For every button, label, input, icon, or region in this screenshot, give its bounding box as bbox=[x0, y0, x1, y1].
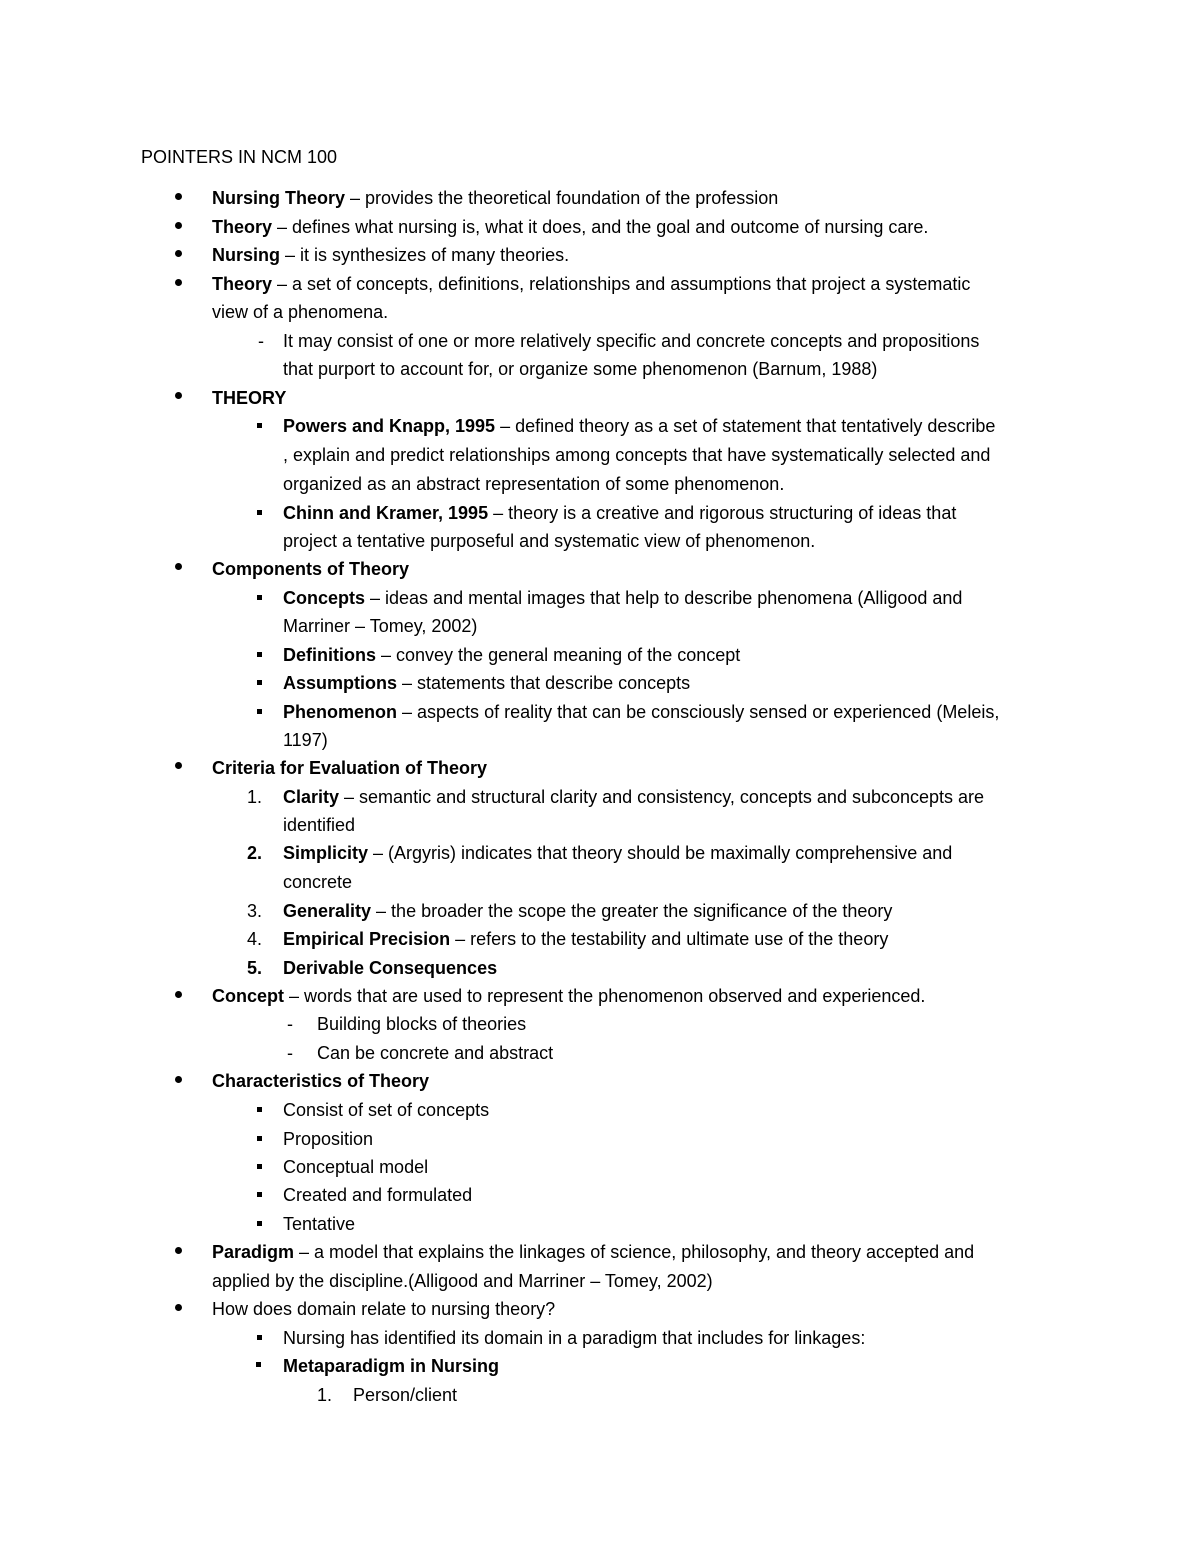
list-number: 1. bbox=[317, 1385, 333, 1405]
sub-item: Proposition bbox=[283, 1129, 374, 1149]
section-heading: Criteria for Evaluation of Theory bbox=[212, 758, 488, 778]
list-number: 5. bbox=[247, 958, 263, 978]
bullet-icon bbox=[175, 991, 182, 998]
bullet-icon bbox=[175, 392, 182, 399]
numbered-item: Simplicity – (Argyris) indicates that theory should be maximally comprehensive and bbox=[283, 843, 953, 863]
square-bullet-icon bbox=[257, 1221, 262, 1226]
bullet-icon bbox=[175, 1076, 182, 1083]
square-bullet-icon bbox=[257, 510, 262, 515]
sub-item-continuation: organized as an abstract representation of some phenomenon. bbox=[283, 474, 785, 494]
square-bullet-icon bbox=[257, 1107, 262, 1112]
bullet-icon bbox=[175, 1247, 182, 1254]
bullet-icon bbox=[175, 193, 182, 200]
list-item: Nursing – it is synthesizes of many theories. bbox=[212, 245, 570, 265]
sub-item-continuation: that purport to account for, or organize some phenomenon (Barnum, 1988) bbox=[283, 359, 878, 379]
square-bullet-icon bbox=[257, 423, 262, 428]
section-heading: Components of Theory bbox=[212, 559, 409, 579]
list-item: Concept – words that are used to represent the phenomenon observed and experienced. bbox=[212, 986, 926, 1006]
dash-bullet-icon: - bbox=[287, 1014, 293, 1034]
list-number: 4. bbox=[247, 929, 263, 949]
square-bullet-icon bbox=[257, 680, 262, 685]
sub-item: Assumptions – statements that describe concepts bbox=[283, 673, 691, 693]
numbered-item: Clarity – semantic and structural clarity and consistency, concepts and subconcepts are bbox=[283, 787, 985, 807]
sub-item: Phenomenon – aspects of reality that can be consciously sensed or experienced (Meleis, bbox=[283, 702, 1000, 722]
square-bullet-icon bbox=[257, 652, 262, 657]
sub-item: Building blocks of theories bbox=[317, 1014, 527, 1034]
sub-item: Consist of set of concepts bbox=[283, 1100, 490, 1120]
list-item-continuation: applied by the discipline.(Alligood and Marriner – Tomey, 2002) bbox=[212, 1271, 713, 1291]
bullet-icon bbox=[175, 222, 182, 229]
list-item-continuation: view of a phenomena. bbox=[212, 302, 389, 322]
square-bullet-icon bbox=[257, 1164, 262, 1169]
bullet-icon bbox=[175, 279, 182, 286]
list-item: Nursing Theory – provides the theoretical foundation of the profession bbox=[212, 188, 779, 208]
sub-item: Can be concrete and abstract bbox=[317, 1043, 554, 1063]
sub-item: It may consist of one or more relatively specific and concrete concepts and propositions bbox=[283, 331, 980, 351]
square-bullet-icon bbox=[256, 1362, 261, 1367]
sub-item-continuation: Marriner – Tomey, 2002) bbox=[283, 616, 478, 636]
list-number: 3. bbox=[247, 901, 263, 921]
sub-item: Chinn and Kramer, 1995 – theory is a creative and rigorous structuring of ideas that bbox=[283, 503, 957, 523]
square-bullet-icon bbox=[257, 1192, 262, 1197]
bullet-icon bbox=[175, 563, 182, 570]
sub-item: Tentative bbox=[283, 1214, 356, 1234]
sub-item: Conceptual model bbox=[283, 1157, 429, 1177]
numbered-item: Empirical Precision – refers to the testability and ultimate use of the theory bbox=[283, 929, 889, 949]
sub-item: Powers and Knapp, 1995 – defined theory as a set of statement that tentatively describe bbox=[283, 416, 996, 436]
list-item: Theory – a set of concepts, definitions, relationships and assumptions that project a systematic bbox=[212, 274, 971, 294]
sub-item: Definitions – convey the general meaning of the concept bbox=[283, 645, 741, 665]
sub-item: Concepts – ideas and mental images that help to describe phenomena (Alligood and bbox=[283, 588, 963, 608]
square-bullet-icon bbox=[257, 1136, 262, 1141]
list-item: How does domain relate to nursing theory? bbox=[212, 1299, 556, 1319]
square-bullet-icon bbox=[257, 1335, 262, 1340]
square-bullet-icon bbox=[257, 709, 262, 714]
sub-item-continuation: 1197) bbox=[283, 730, 328, 750]
sub-item-continuation: , explain and predict relationships among concepts that have systematically selected and bbox=[283, 445, 991, 465]
sub-item: Nursing has identified its domain in a paradigm that includes for linkages: bbox=[283, 1328, 866, 1348]
section-heading: Characteristics of Theory bbox=[212, 1071, 430, 1091]
list-item: Paradigm – a model that explains the linkages of science, philosophy, and theory accepted and bbox=[212, 1242, 975, 1262]
sub-item: Metaparadigm in Nursing bbox=[283, 1356, 500, 1376]
numbered-item: Person/client bbox=[353, 1385, 458, 1405]
sub-item-continuation: project a tentative purposeful and systematic view of phenomenon. bbox=[283, 531, 816, 551]
numbered-item: Generality – the broader the scope the greater the significance of the theory bbox=[283, 901, 893, 921]
section-heading: THEORY bbox=[212, 388, 287, 408]
page-title: POINTERS IN NCM 100 bbox=[141, 147, 338, 167]
list-item: Theory – defines what nursing is, what it does, and the goal and outcome of nursing care. bbox=[212, 217, 929, 237]
square-bullet-icon bbox=[257, 595, 262, 600]
numbered-item-continuation: concrete bbox=[283, 872, 353, 892]
dash-bullet-icon: - bbox=[258, 331, 264, 351]
numbered-item: Derivable Consequences bbox=[283, 958, 498, 978]
bullet-icon bbox=[175, 1304, 182, 1311]
bullet-icon bbox=[175, 762, 182, 769]
list-number: 1. bbox=[247, 787, 263, 807]
sub-item: Created and formulated bbox=[283, 1185, 473, 1205]
numbered-item-continuation: identified bbox=[283, 815, 356, 835]
bullet-icon bbox=[175, 250, 182, 257]
list-number: 2. bbox=[247, 843, 263, 863]
dash-bullet-icon: - bbox=[287, 1043, 293, 1063]
